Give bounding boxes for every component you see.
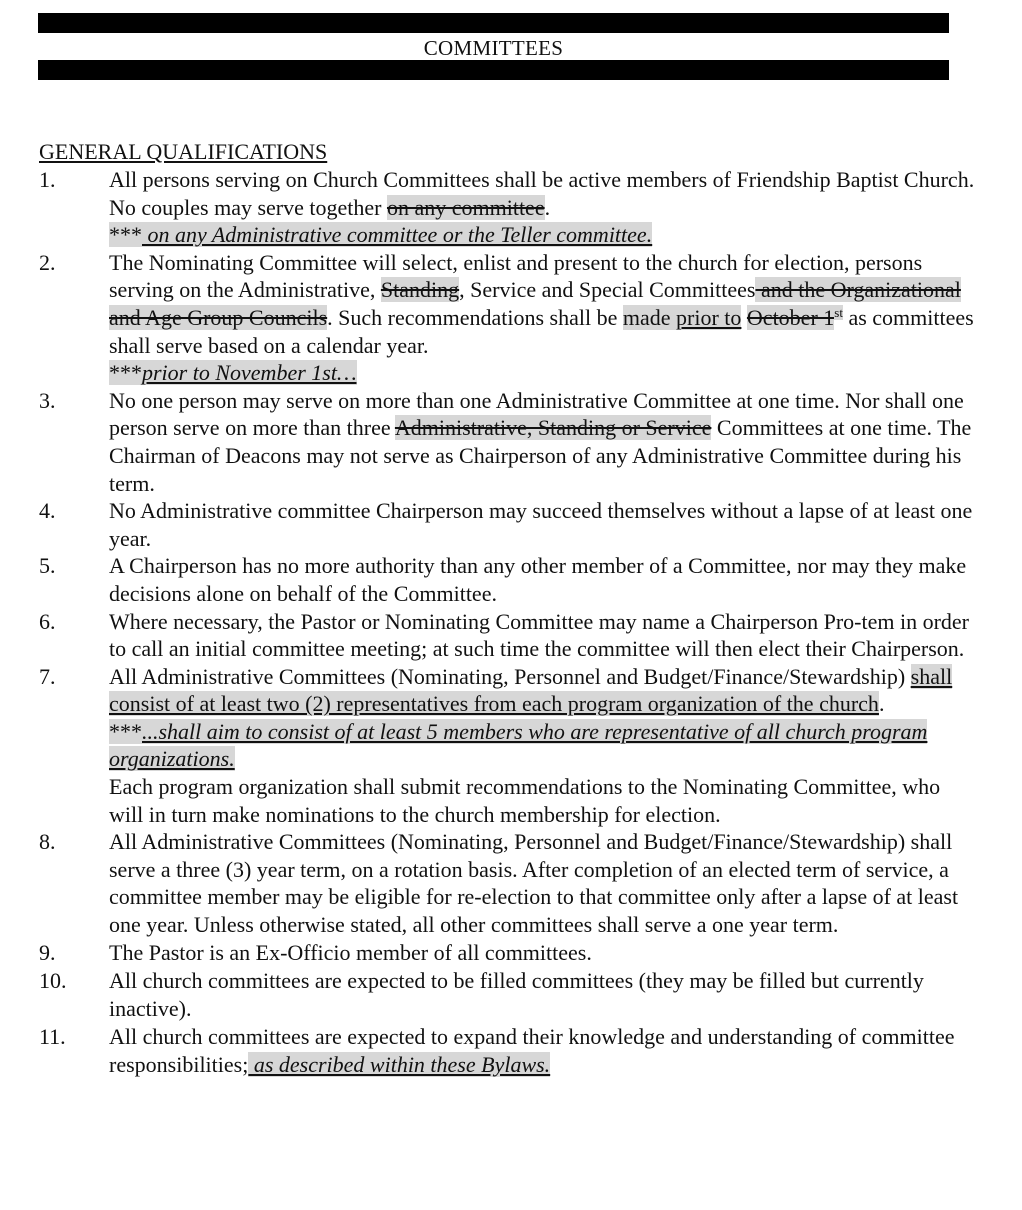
revision-note bbox=[109, 360, 357, 385]
item-text: Each program organization shall submit recommendations to the Nominating Committee, who will in turn make nominations to the church membership for election. bbox=[109, 774, 941, 827]
inserted-text: on any Administrative committee or the Teller committee. bbox=[142, 222, 653, 248]
item-number: 6. bbox=[39, 608, 56, 634]
item-number: 4. bbox=[39, 498, 56, 524]
list-item-11 bbox=[39, 1023, 979, 1078]
header-rule-top bbox=[38, 13, 949, 33]
item-number: 8. bbox=[39, 829, 56, 855]
item-text: All Administrative Committees (Nominating, Personnel and Budget/Finance/Stewardship) shall serve a three (3) year term, on a rotation basis. After completion of an elected term of service, a committee member may be eligible for re-election to that committee only after a lapse of at least one year. Unless otherwise stated, all other committees shall serve a one year term. bbox=[109, 829, 959, 938]
item-number: 2. bbox=[39, 249, 56, 275]
revision-marker: *** bbox=[109, 222, 142, 248]
item-text: The Pastor is an Ex-Officio member of all committees. bbox=[109, 939, 592, 965]
item-text: All church committees are expected to be filled committees (they may be filled but currently inactive). bbox=[109, 968, 924, 1021]
list-item-5 bbox=[39, 552, 979, 607]
item-number: 3. bbox=[39, 387, 56, 413]
underlined-text: prior to bbox=[676, 304, 742, 330]
inserted-text: ...shall aim to consist of at least 5 members who are representative of all church program organizations. bbox=[109, 718, 928, 772]
struck-text: and the Organizational and Age Group Councils bbox=[109, 277, 961, 330]
revision-note bbox=[109, 222, 652, 247]
list-item-9 bbox=[39, 939, 979, 967]
qualifications-list bbox=[39, 166, 979, 1079]
highlighted-text: made bbox=[622, 304, 677, 330]
item-text: No Administrative committee Chairperson may succeed themselves without a lapse of at least one year. bbox=[109, 498, 973, 551]
page-title: COMMITTEES bbox=[423, 36, 564, 60]
item-text: Committees at one time. The Chairman of Deacons may not serve as Chairperson of any Administrative Committee during his term. bbox=[109, 415, 972, 496]
list-item-10 bbox=[39, 967, 979, 1022]
section-heading: GENERAL QUALIFICATIONS bbox=[39, 139, 328, 164]
struck-text: Administrative, Standing or Service bbox=[394, 415, 712, 441]
item-number: 11. bbox=[39, 1024, 66, 1050]
header-rule-bottom bbox=[38, 60, 949, 80]
item-text: All Administrative Committees (Nominating, Personnel and Budget/Finance/Stewardship) bbox=[109, 663, 911, 689]
list-item-3 bbox=[39, 387, 979, 497]
item-text: . Such recommendations shall be bbox=[327, 304, 623, 330]
item-text: All persons serving on Church Committees shall be active members of Friendship Baptist Church. No couples may serve together bbox=[109, 167, 975, 220]
item-number: 7. bbox=[39, 663, 56, 689]
item-text: Where necessary, the Pastor or Nominating Committee may name a Chairperson Pro-tem in order to call an initial committee meeting; at such time the committee will then elect their Chairperson. bbox=[109, 608, 969, 662]
struck-text: Standing bbox=[380, 277, 460, 303]
item-text: . bbox=[544, 194, 551, 220]
revision-marker: *** bbox=[109, 360, 142, 386]
item-text: , Service and Special Committees bbox=[459, 277, 756, 303]
item-text: All church committees are expected to expand their knowledge and understanding of committee responsibilities; bbox=[109, 1024, 955, 1077]
item-text: A Chairperson has no more authority than any other member of a Committee, nor may they make decisions alone on behalf of the Committee. bbox=[109, 553, 967, 606]
item-number: 9. bbox=[39, 939, 56, 965]
list-item-1 bbox=[39, 166, 979, 249]
inserted-text: as described within these Bylaws. bbox=[248, 1052, 551, 1077]
item-number: 1. bbox=[39, 167, 56, 192]
inserted-text: prior to November 1st… bbox=[142, 360, 357, 386]
item-number: 5. bbox=[39, 553, 56, 579]
list-item-4 bbox=[39, 497, 979, 552]
revision-marker: *** bbox=[109, 718, 142, 744]
item-text: The Nominating Committee will select, enlist and present to the church for election, persons serving on the Administrative, bbox=[109, 249, 923, 303]
struck-text: on any committee bbox=[386, 194, 545, 220]
list-item-7 bbox=[39, 663, 979, 829]
list-item-8 bbox=[39, 828, 979, 938]
list-item-6 bbox=[39, 608, 979, 663]
item-text: No one person may serve on more than one Administrative Committee at one time. Nor shall one person serve on more than three bbox=[109, 387, 964, 441]
item-text: as committees shall serve based on a calendar year. bbox=[109, 304, 974, 358]
struck-text: October 1 bbox=[746, 304, 835, 330]
item-number: 10. bbox=[39, 968, 67, 994]
list-item-2 bbox=[39, 249, 979, 387]
underlined-text: shall consist of at least two (2) representatives from each program organization of the church bbox=[109, 663, 953, 717]
item-text: . bbox=[878, 691, 885, 717]
ordinal-suffix: st bbox=[834, 304, 843, 320]
revision-note bbox=[109, 719, 927, 772]
